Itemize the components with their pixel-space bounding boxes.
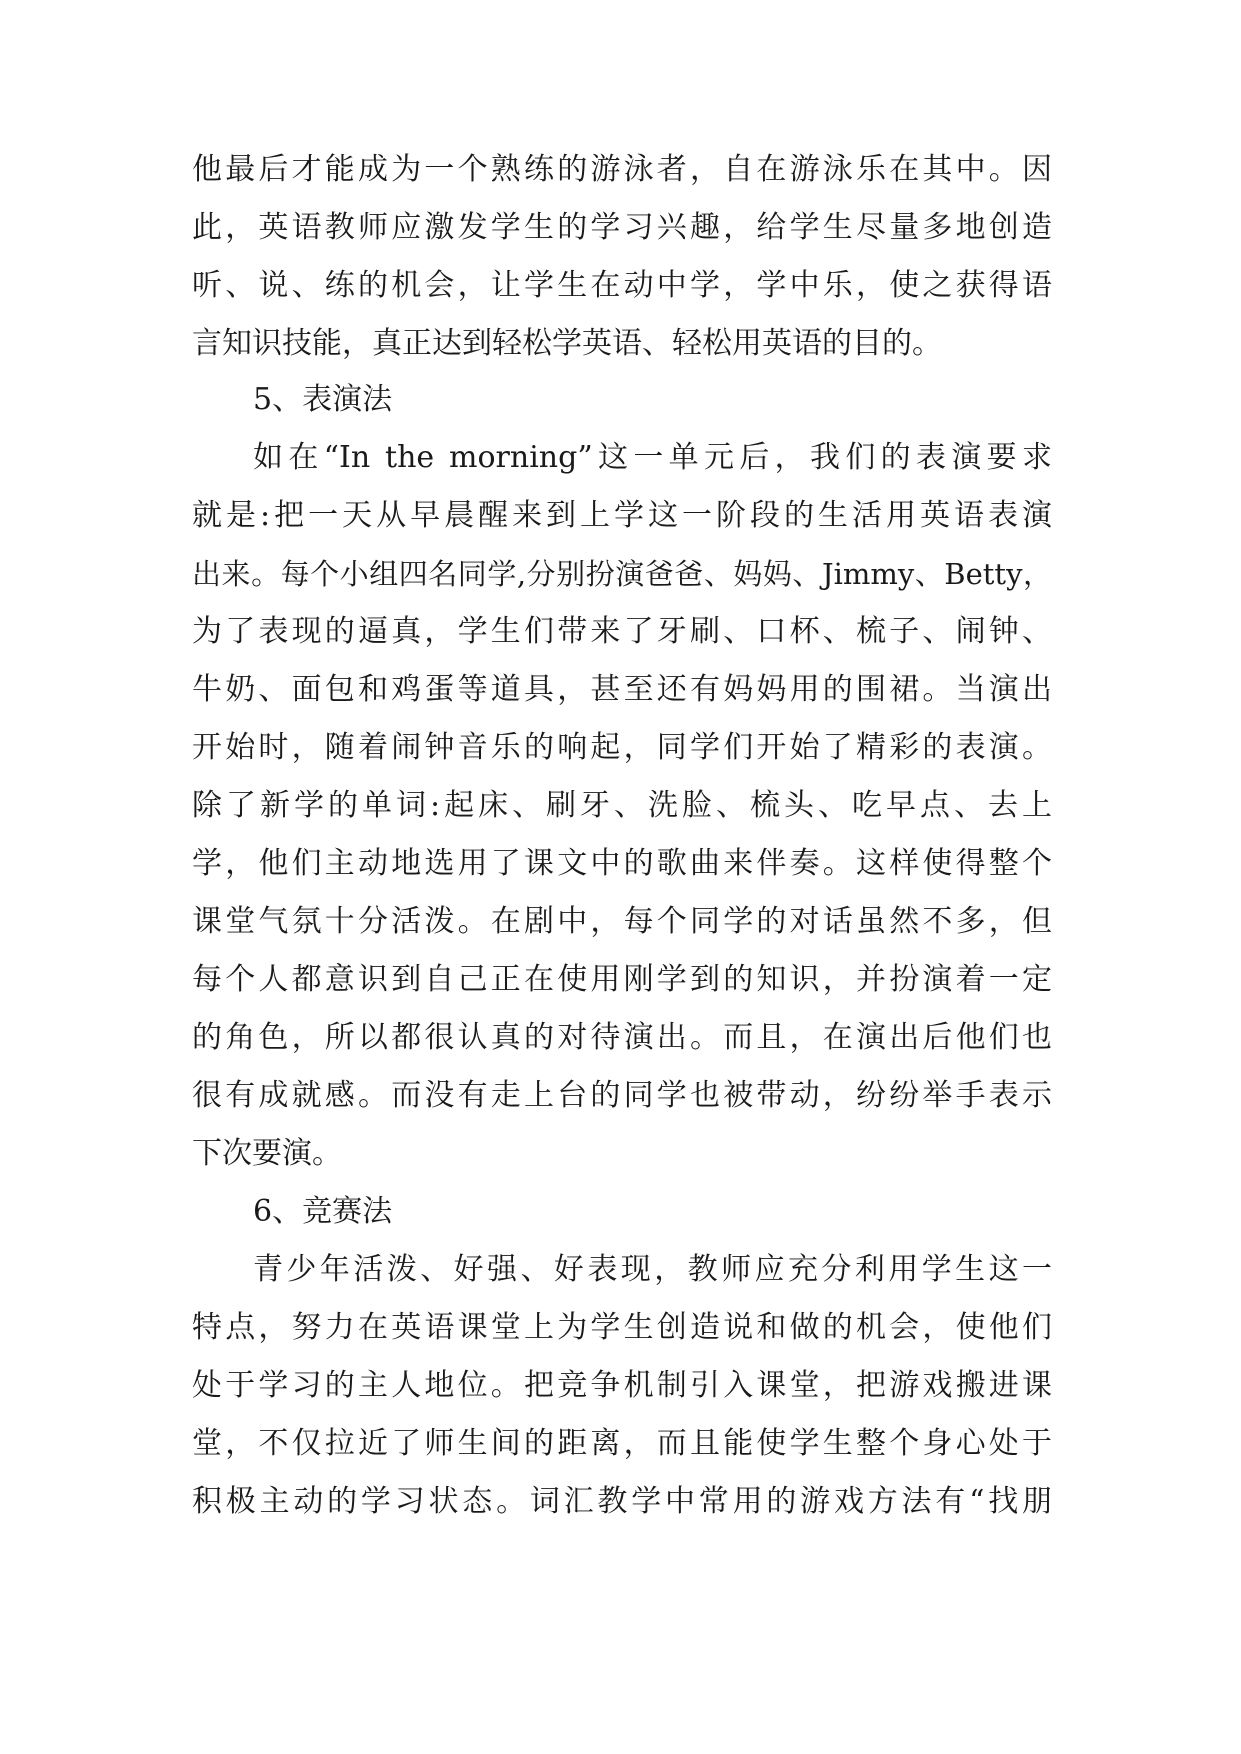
paragraph-line: 的角色，所以都很认真的对待演出。而且，在演出后他们也 [192,1020,1052,1055]
paragraph-line: 很有成就感。而没有走上台的同学也被带动，纷纷举手表示 [192,1078,1052,1113]
paragraph-line: 就是:把一天从早晨醒来到上学这一阶段的生活用英语表演 [192,498,1052,533]
paragraph-line: 除了新学的单词:起床、刷牙、洗脸、梳头、吃早点、去上 [192,788,1052,823]
paragraph-line: 每个人都意识到自己正在使用刚学到的知识，并扮演着一定 [192,962,1052,997]
paragraph-line: 如在“In the morning”这一单元后，我们的表演要求 [253,440,1052,475]
paragraph-line: 他最后才能成为一个熟练的游泳者，自在游泳乐在其中。因 [192,152,1052,187]
paragraph-line: 听、说、练的机会，让学生在动中学，学中乐，使之获得语 [192,268,1052,303]
paragraph-line: 为了表现的逼真，学生们带来了牙刷、口杯、梳子、闹钟、 [192,614,1052,649]
paragraph-line: 牛奶、面包和鸡蛋等道具，甚至还有妈妈用的围裙。当演出 [192,672,1052,707]
paragraph-line: 课堂气氛十分活泼。在剧中，每个同学的对话虽然不多，但 [192,904,1052,939]
paragraph-line: 此，英语教师应激发学生的学习兴趣，给学生尽量多地创造 [192,210,1052,245]
paragraph-line: 积极主动的学习状态。词汇教学中常用的游戏方法有“找朋 [192,1484,1052,1519]
paragraph-line: 处于学习的主人地位。把竞争机制引入课堂，把游戏搬进课 [192,1368,1052,1403]
paragraph-line: 青少年活泼、好强、好表现，教师应充分利用学生这一 [253,1252,1052,1287]
paragraph-line: 学，他们主动地选用了课文中的歌曲来伴奏。这样使得整个 [192,846,1052,881]
paragraph-line: 堂，不仅拉近了师生间的距离，而且能使学生整个身心处于 [192,1426,1052,1461]
paragraph-line: 开始时，随着闹钟音乐的响起，同学们开始了精彩的表演。 [192,730,1052,765]
section-heading-5: 5、表演法 [253,382,393,417]
paragraph-line: 言知识技能，真正达到轻松学英语、轻松用英语的目的。 [192,326,942,361]
paragraph-line: 特点，努力在英语课堂上为学生创造说和做的机会，使他们 [192,1310,1052,1345]
paragraph-line: 出来。每个小组四名同学,分别扮演爸爸、妈妈、Jimmy、Betty， [192,557,1052,591]
paragraph-line: 下次要演。 [192,1136,342,1171]
section-heading-6: 6、竞赛法 [253,1194,393,1229]
